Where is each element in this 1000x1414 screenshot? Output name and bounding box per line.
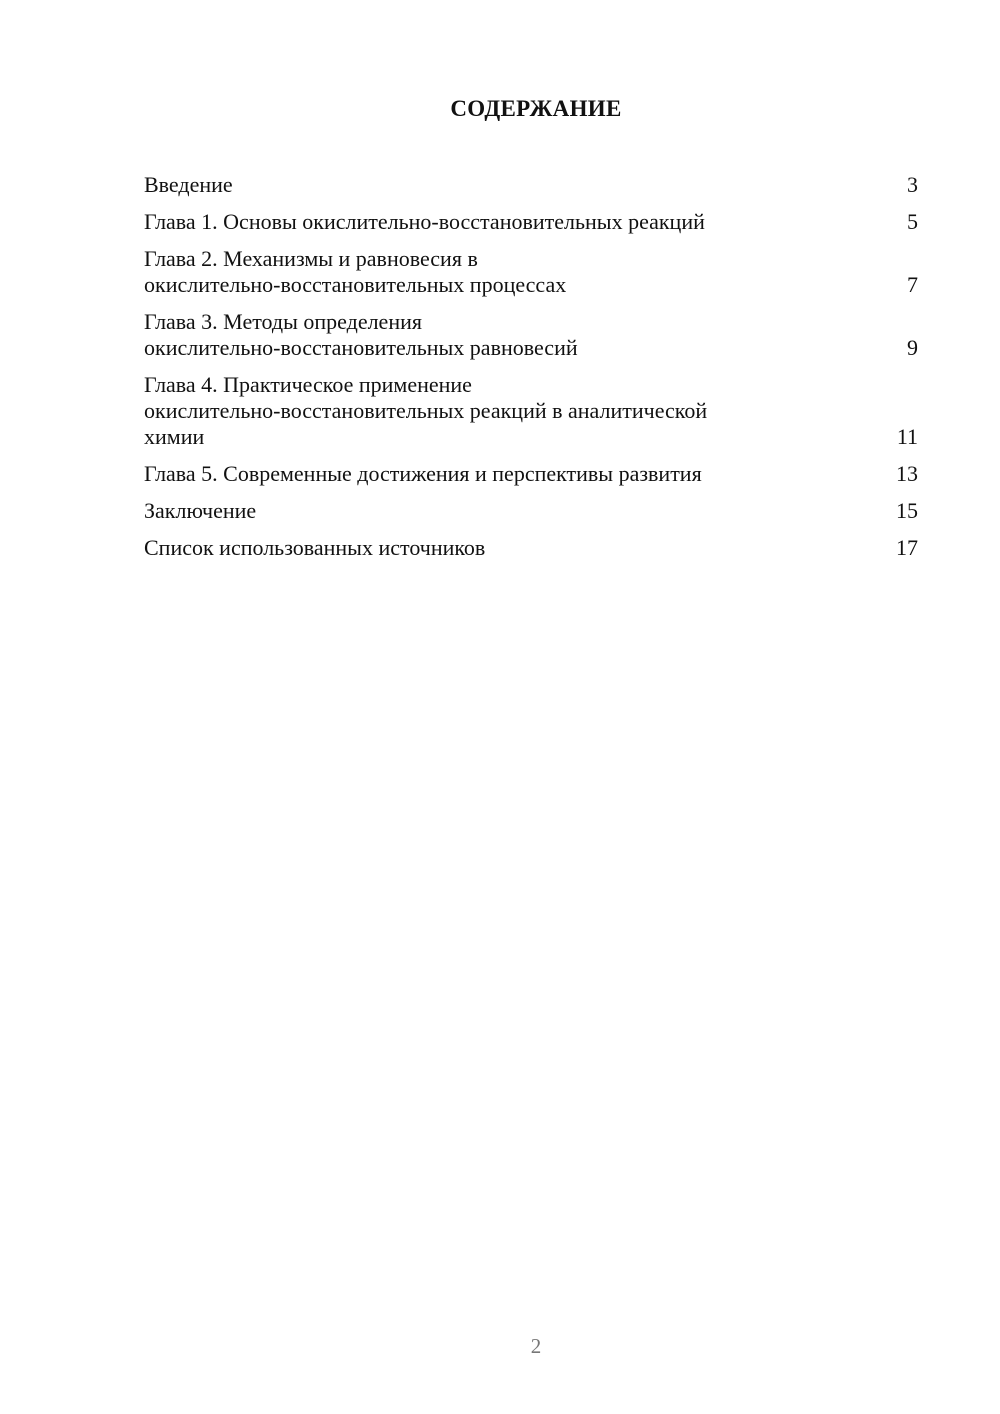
- toc-entry-text: Список использованных источников: [144, 535, 486, 560]
- toc-entry-text: Глава 2. Механизмы и равновесия в окислительно-восстановительных процессах: [144, 246, 567, 297]
- toc-entry-page: 3: [907, 172, 918, 197]
- toc-entry-chapter-4: [144, 372, 918, 450]
- toc-entry-page: 17: [896, 535, 918, 560]
- toc-entry-chapter-3: [144, 309, 918, 361]
- toc-entry-text: Глава 1. Основы окислительно-восстановительных реакций: [144, 209, 705, 234]
- toc-entry-page: 7: [907, 272, 918, 297]
- page-number: 2: [530, 1334, 542, 1358]
- toc-entry-references: [144, 535, 918, 561]
- toc-entry-text: Глава 5. Современные достижения и перспективы развития: [144, 461, 702, 486]
- toc-entry-page: 11: [896, 424, 918, 449]
- toc-entry-introduction: [144, 172, 918, 198]
- toc-entry-conclusion: [144, 498, 918, 524]
- toc-entry-chapter-5: [144, 461, 918, 487]
- toc-entry-page: 9: [907, 335, 918, 360]
- toc-entry-text: Глава 3. Методы определения окислительно-восстановительных равновесий: [144, 309, 578, 360]
- toc-entry-page: 15: [896, 498, 918, 523]
- toc-entry-page: 13: [896, 461, 918, 486]
- toc-entry-text: Глава 4. Практическое применение окислительно-восстановительных реакций в аналитической химии: [144, 372, 708, 449]
- toc-title: СОДЕРЖАНИЕ: [450, 96, 622, 121]
- toc-entry-chapter-1: [144, 209, 918, 235]
- toc-entry-chapter-2: [144, 246, 918, 298]
- toc-entry-page: 5: [907, 209, 918, 234]
- toc-entry-text: Заключение: [144, 498, 257, 523]
- table-of-contents: [144, 172, 918, 572]
- toc-entry-text: Введение: [144, 172, 233, 197]
